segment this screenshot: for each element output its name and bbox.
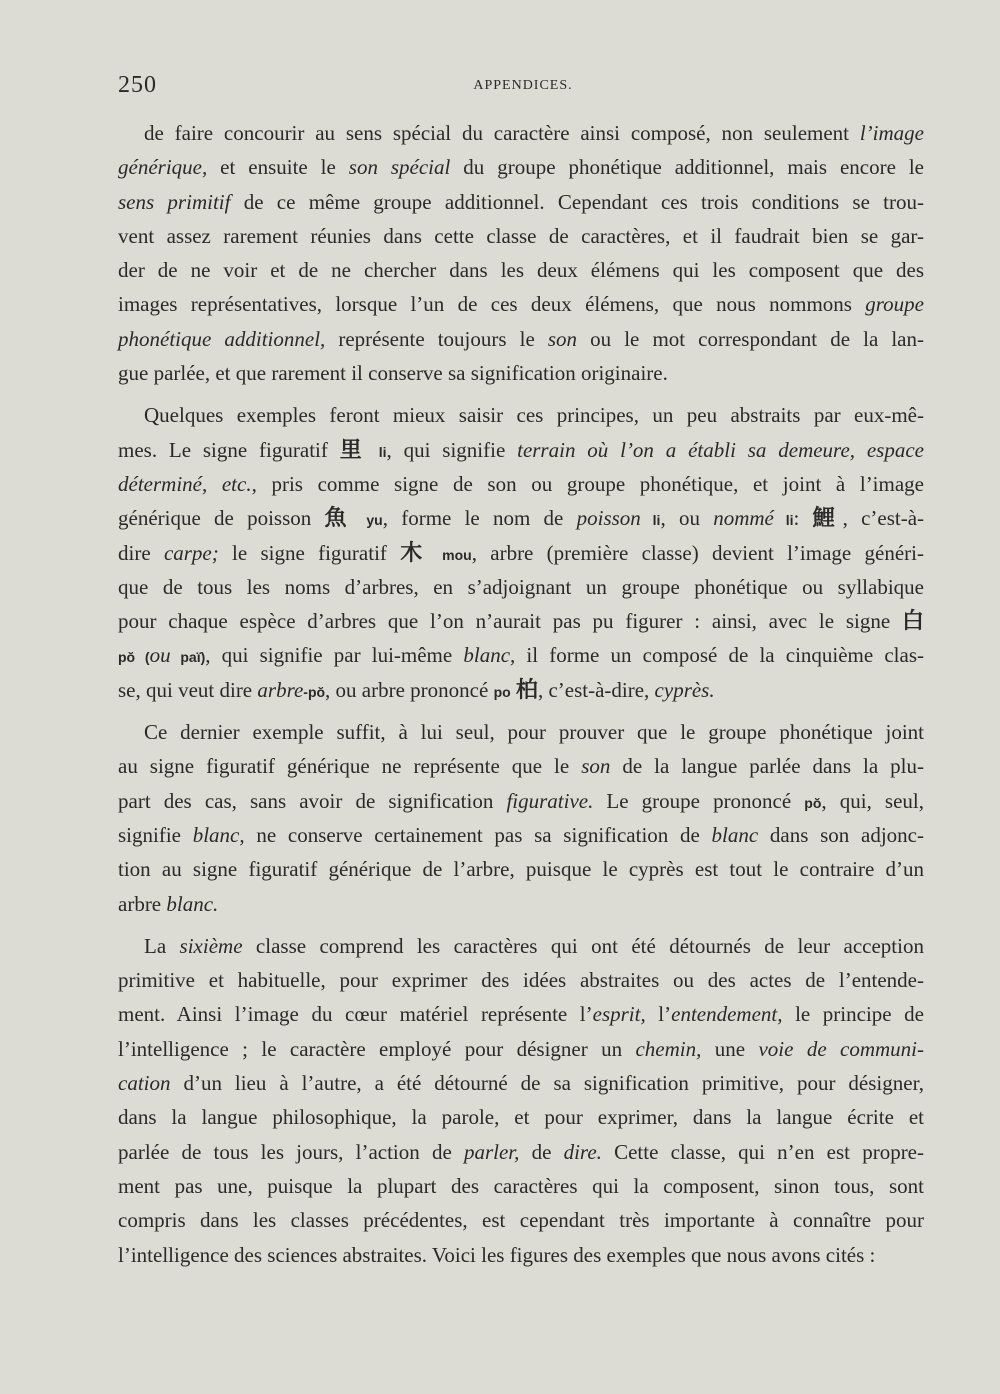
text-line — [118, 638, 924, 672]
text-line — [118, 1032, 924, 1066]
italic-text: son — [581, 754, 611, 779]
italic-text: blanc, — [192, 822, 245, 847]
text-line — [118, 150, 924, 184]
italic-text: déterminé, etc. — [118, 471, 252, 496]
text-segment: ne conserve certainement pas sa signification de — [244, 822, 712, 847]
text-segment: signifie — [118, 822, 193, 847]
text-line — [118, 1066, 924, 1100]
text-line — [118, 287, 924, 321]
text-segment: dans la langue philosophique, la parole, et pour exprimer, dans la langue écrite et — [118, 1105, 924, 1130]
text-segment: il forme un composé de la cinquième clas- — [515, 643, 924, 668]
text-segment: d’un lieu à l’autre, a été détourné de sa signification primitive, pour désigner, — [170, 1071, 924, 1096]
italic-text: chemin, — [635, 1036, 702, 1061]
romanization: li — [640, 512, 661, 529]
text-segment: de la langue parlée dans la plu- — [610, 754, 924, 779]
italic-text: entendement, — [671, 1002, 783, 1027]
text-segment: primitive et habituelle, pour exprimer des idées abstraites ou des actes de l’entende- — [118, 968, 924, 993]
text-line — [118, 253, 924, 287]
text-segment: part des cas, sans avoir de signification — [118, 788, 507, 813]
italic-text: carpe; — [163, 540, 219, 565]
italic-text: poisson — [576, 506, 641, 531]
text-segment: ment pas une, puisque la plupart des caractères qui la composent, sinon tous, sont — [118, 1173, 924, 1198]
chinese-character: 木 — [400, 540, 431, 566]
italic-text: arbre — [257, 677, 304, 702]
page-header — [118, 72, 928, 106]
text-line — [118, 185, 924, 219]
text-line — [118, 1169, 924, 1203]
text-segment: , c’est-à-dire, — [537, 677, 655, 702]
romanization: yu — [354, 512, 383, 529]
text-segment: représente toujours le — [325, 326, 548, 351]
text-line — [118, 467, 924, 501]
italic-text: l’image — [859, 121, 924, 145]
running-head: APPENDICES. — [473, 78, 573, 93]
text-segment: compris dans les classes précédentes, est cependant très importante à connaître pour — [118, 1208, 924, 1233]
romanization: -pŏ — [303, 683, 326, 700]
text-segment: de ce même groupe additionnel. Cependant ces trois conditions se trou- — [230, 189, 924, 214]
text-segment: , ou arbre prononcé — [325, 677, 494, 702]
italic-text: sixième — [179, 933, 243, 958]
italic-text: figurative. — [506, 788, 594, 813]
paragraph — [118, 715, 924, 921]
text-line — [118, 398, 924, 432]
text-line — [118, 749, 924, 783]
text-segment: de faire concourir au sens spécial du caractère ainsi composé, non seulement — [144, 121, 860, 145]
text-line — [118, 1135, 924, 1169]
text-segment: l’ — [645, 1002, 672, 1027]
text-segment: tion au signe figuratif générique de l’arbre, puisque le cyprès est tout le contraire d’un — [118, 857, 924, 882]
text-segment: Le groupe prononcé — [593, 788, 805, 813]
italic-text: blanc — [711, 822, 759, 847]
italic-text: voie de communi- — [758, 1036, 924, 1061]
text-line — [118, 604, 924, 638]
chinese-character: 白 — [901, 609, 924, 635]
text-line — [118, 852, 924, 886]
text-segment: le principe de — [782, 1002, 925, 1027]
text-line — [118, 1100, 924, 1134]
text-segment: au signe figuratif générique ne représente que le — [118, 754, 582, 779]
italic-text: dire. — [563, 1139, 602, 1164]
text-segment: , forme le nom de — [382, 506, 577, 531]
text-segment: , qui signifie par lui-même — [205, 643, 464, 668]
text-segment: Ce dernier exemple suffit, à lui seul, pour prouver que le groupe phonétique joint — [144, 720, 924, 745]
romanization: pŏ — [804, 794, 822, 811]
text-segment: , qui, seul, — [821, 788, 924, 813]
text-line — [118, 1238, 924, 1272]
text-line — [118, 322, 924, 356]
text-segment: arbre — [118, 891, 167, 916]
text-segment: mes. Le signe figuratif — [118, 437, 340, 462]
text-segment: images représentatives, lorsque l’un de ces deux élémens, que nous nommons — [118, 292, 866, 317]
romanization: li — [773, 512, 794, 529]
text-line — [118, 116, 924, 150]
chinese-character: 魚 — [324, 506, 355, 532]
romanization: li — [368, 443, 387, 460]
text-line — [118, 887, 924, 921]
italic-text: parler, — [463, 1139, 520, 1164]
text-segment: , pris comme signe de son ou groupe phonétique, et joint à l’image — [251, 471, 924, 496]
italic-text: esprit, — [592, 1002, 646, 1027]
romanization: pŏ ( — [118, 649, 150, 666]
text-segment: une — [701, 1036, 759, 1061]
italic-text: blanc. — [166, 891, 219, 916]
italic-text: son spécial — [348, 155, 451, 180]
paragraph — [118, 398, 924, 707]
text-line — [118, 963, 924, 997]
text-segment: ou le mot correspondant de la lan- — [577, 326, 924, 351]
chinese-character: 里 — [339, 437, 369, 463]
text-segment: se, qui veut dire — [118, 677, 258, 702]
italic-text: sens primitif — [118, 189, 231, 214]
text-segment: de — [519, 1139, 564, 1164]
italic-text: cation — [118, 1071, 171, 1096]
text-line — [118, 501, 924, 535]
text-line — [118, 997, 924, 1031]
italic-text: groupe — [865, 292, 924, 317]
text-line — [118, 715, 924, 749]
text-line — [118, 356, 924, 390]
text-segment: dans son adjonc- — [758, 822, 924, 847]
text-line — [118, 219, 924, 253]
italic-text: nommé — [713, 506, 774, 531]
text-segment: , c’est-à- — [842, 506, 925, 531]
italic-text: phonétique additionnel, — [118, 326, 326, 351]
text-segment: l’intelligence des sciences abstraites. Voici les figures des exemples que nous avons cités : — [118, 1242, 876, 1267]
romanization: po — [493, 683, 511, 700]
text-segment: , ou — [660, 506, 714, 531]
text-line — [118, 536, 924, 570]
text-segment: parlée de tous les jours, l’action de — [118, 1139, 464, 1164]
italic-text: blanc, — [463, 643, 516, 668]
paragraph — [118, 929, 924, 1272]
text-segment: dire — [118, 540, 164, 565]
text-segment: , qui signifie — [386, 437, 518, 462]
text-segment: l’intelligence ; le caractère employé pour désigner un — [118, 1036, 636, 1061]
chinese-character: 柏 — [515, 677, 538, 703]
italic-text: cyprès. — [654, 677, 715, 702]
italic-text: terrain où l’on a établi sa demeure, espace — [517, 437, 924, 462]
text-segment: classe comprend les caractères qui ont été détournés de leur acception — [242, 933, 924, 958]
body-text — [118, 116, 924, 1272]
chinese-character: 鯉 — [812, 506, 843, 532]
text-segment: et ensuite le — [207, 155, 349, 180]
text-segment: pour chaque espèce d’arbres que l’on n’aurait pas pu figurer : ainsi, avec le signe — [118, 609, 902, 634]
text-segment: gue parlée, et que rarement il conserve sa signification originaire. — [118, 361, 668, 386]
text-segment: ment. Ainsi l’image du cœur matériel représente l’ — [118, 1002, 593, 1027]
text-segment: Cette classe, qui n’en est propre- — [601, 1139, 924, 1164]
text-line — [118, 673, 924, 707]
text-segment: du groupe phonétique additionnel, mais encore le — [450, 155, 925, 180]
text-segment: Quelques exemples feront mieux saisir ces principes, un peu abstraits par eux-mê- — [144, 403, 924, 428]
italic-text: ou — [149, 643, 171, 668]
text-line — [118, 433, 924, 467]
text-line — [118, 818, 924, 852]
text-line — [118, 784, 924, 818]
text-segment: , arbre (première classe) devient l’image généri- — [471, 540, 924, 565]
text-segment: générique de poisson — [118, 506, 325, 531]
text-segment: que de tous les noms d’arbres, en s’adjoignant un groupe phonétique ou syllabique — [118, 574, 924, 599]
text-line — [118, 1203, 924, 1237]
text-segment: vent assez rarement réunies dans cette classe de caractères, et il faudrait bien se gar- — [118, 223, 924, 248]
text-line — [118, 570, 924, 604]
italic-text: générique, — [118, 155, 208, 180]
romanization: paï) — [170, 649, 206, 666]
text-line — [118, 929, 924, 963]
text-segment: : — [793, 506, 813, 531]
paragraph — [118, 116, 924, 390]
page-number: 250 — [118, 72, 157, 98]
text-segment: der de ne voir et de ne chercher dans les deux élémens qui les composent que des — [118, 258, 924, 283]
text-segment: le signe figuratif — [218, 540, 401, 565]
italic-text: son — [547, 326, 578, 351]
romanization: mou — [430, 546, 472, 563]
text-segment: La — [144, 933, 180, 958]
